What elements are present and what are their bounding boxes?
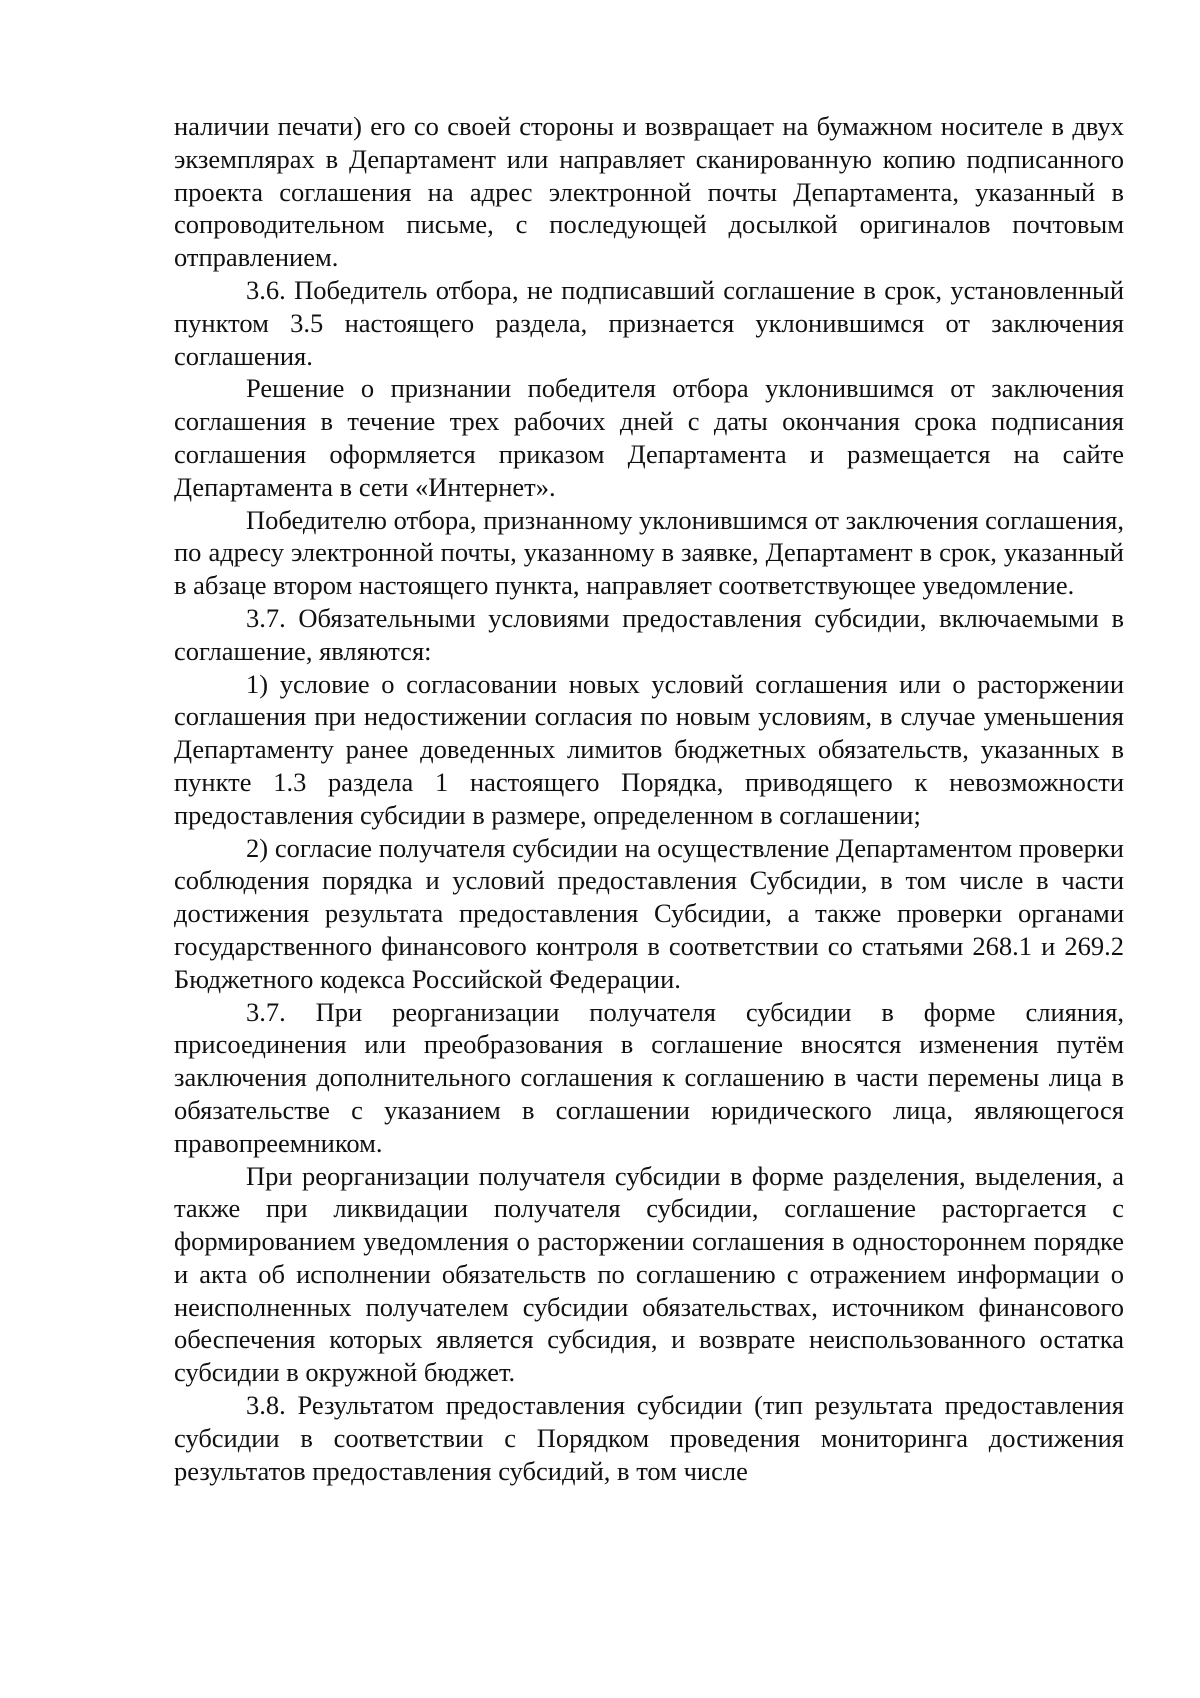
paragraph-reorganization-division: При реорганизации получателя субсидии в форме разделения, выделения, а также при ликвидации получателя субсидии, соглашение расторгается с формированием уведомления о расторжении соглашения в одностороннем порядке и акта об исполнении обязательств по соглашению с отражением информации о неисполненных получателем субсидии обязательствах, источником финансового обеспечения которых является субсидия, и возврате неиспользованного остатка субсидии в окружной бюджет. — [174, 1160, 1124, 1388]
paragraph-continuation: наличии печати) его со своей стороны и возвращает на бумажном носителе в двух экземплярах в Департамент или направляет сканированную копию подписанного проекта соглашения на адрес электронной почты Департамента, указанный в сопроводительном письме, с последующей досылкой оригиналов почтовым отправлением. — [174, 111, 1124, 273]
paragraph-3-7-conditions: 3.7. Обязательными условиями предоставления субсидии, включаемыми в соглашение, являются: — [174, 602, 1124, 666]
paragraph-3-8: 3.8. Результатом предоставления субсидии (тип результата предоставления субсидии в соответствии с Порядком проведения мониторинга достижения результатов предоставления субсидий, в том числе — [174, 1390, 1124, 1486]
paragraph-notice: Победителю отбора, признанному уклонившимся от заключения соглашения, по адресу электронной почты, указанному в заявке, Департамент в срок, указанный в абзаце втором настоящего пункта, направляет соответствующее уведомление. — [174, 504, 1124, 601]
paragraph-item-2: 2) согласие получателя субсидии на осуществление Департаментом проверки соблюдения порядка и условий предоставления Субсидии, в том числе в части достижения результата предоставления Субсидии, а также проверки органами государственного финансового контроля в соответствии со статьями 268.1 и 269.2 Бюджетного кодекса Российской Федерации. — [174, 832, 1124, 994]
paragraph-3-6: 3.6. Победитель отбора, не подписавший соглашение в срок, установленный пунктом 3.5 настоящего раздела, признается уклонившимся от заключения соглашения. — [174, 274, 1124, 371]
paragraph-decision: Решение о признании победителя отбора уклонившимся от заключения соглашения в течение трех рабочих дней с даты окончания срока подписания соглашения оформляется приказом Департамента и размещается на сайте Департамента в сети «Интернет». — [174, 373, 1124, 502]
paragraph-3-7-reorganization: 3.7. При реорганизации получателя субсидии в форме слияния, присоединения или преобразования в соглашение вносятся изменения путём заключения дополнительного соглашения к соглашению в части перемены лица в обязательстве с указанием в соглашении юридического лица, являющегося правопреемником. — [174, 996, 1124, 1158]
paragraph-item-1: 1) условие о согласовании новых условий соглашения или о расторжении соглашения при недостижении согласия по новым условиям, в случае уменьшения Департаменту ранее доведенных лимитов бюджетных обязательств, указанных в пункте 1.3 раздела 1 настоящего Порядка, приводящего к невозможности предоставления субсидии в размере, определенном в соглашении; — [174, 668, 1124, 830]
document-page — [174, 110, 1124, 1487]
